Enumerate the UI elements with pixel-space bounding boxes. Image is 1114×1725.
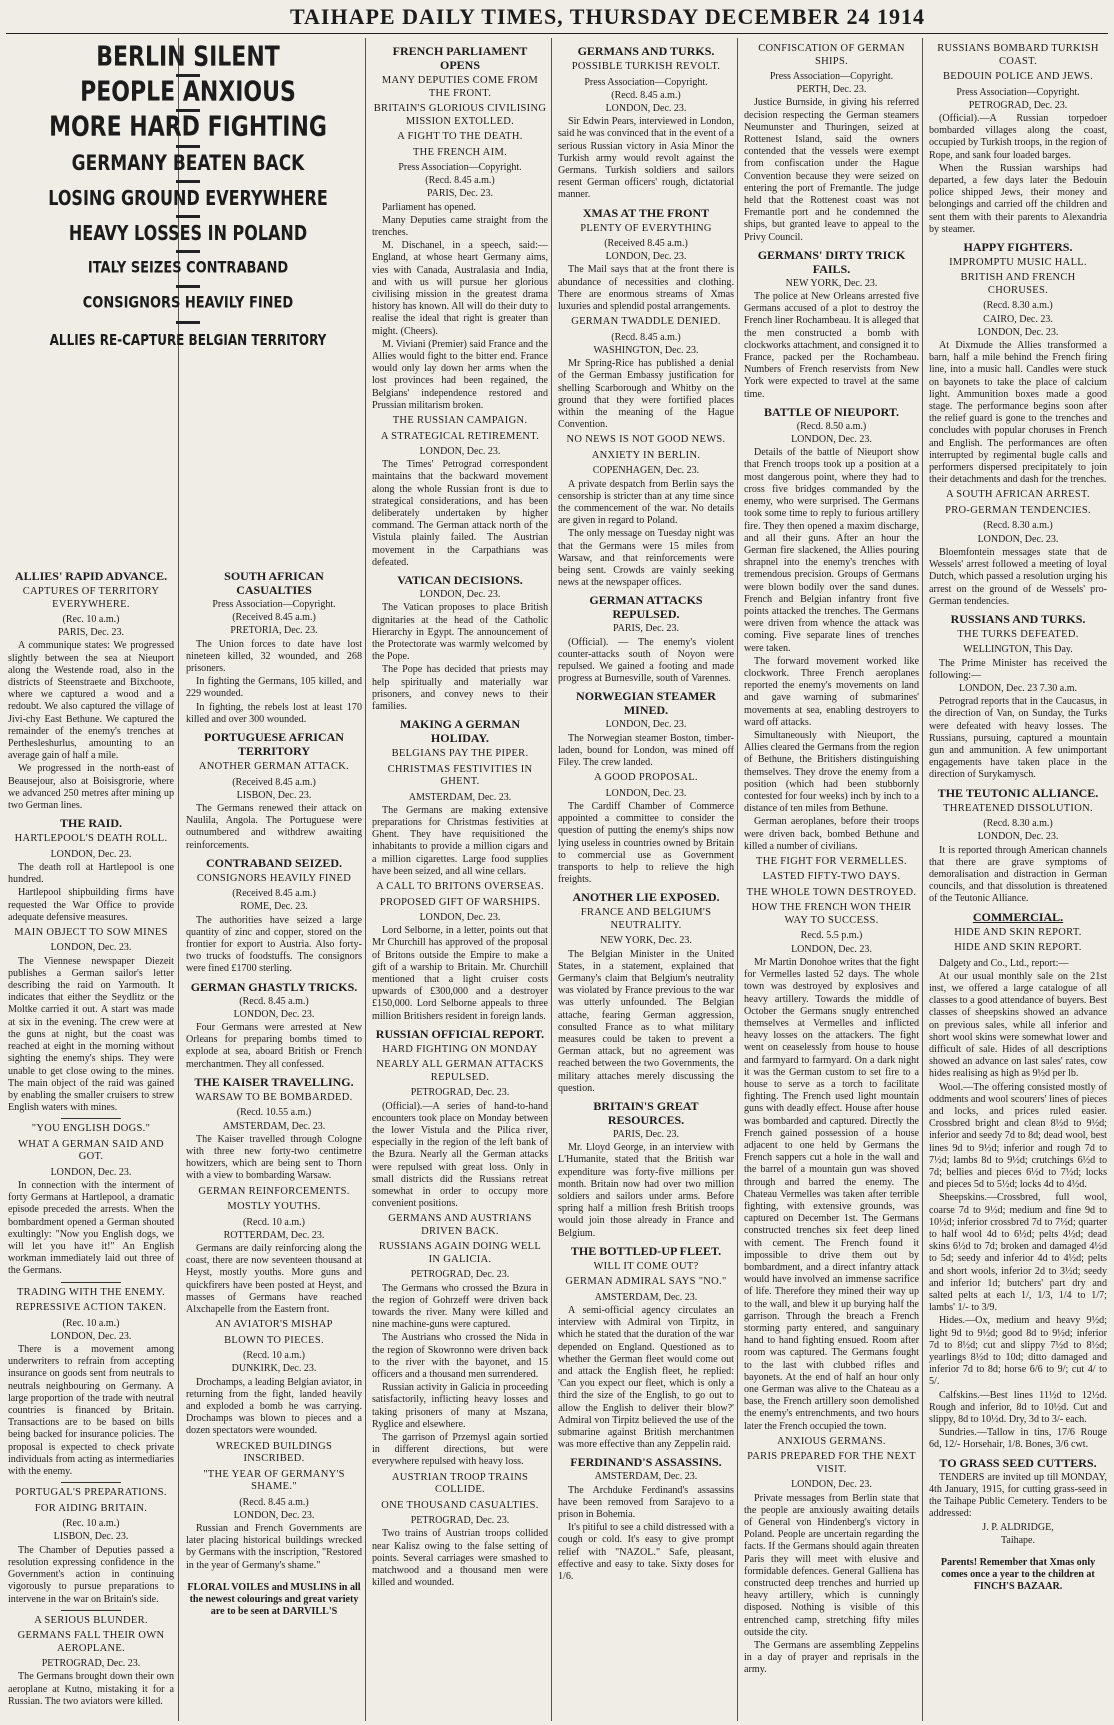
dateline: (Rec. 10 a.m.) xyxy=(62,1317,120,1329)
masthead-rule xyxy=(6,33,1108,34)
article-body: The Pope has decided that priests may help spiritually and materially war prisoners, and convey news to their families. xyxy=(372,664,548,712)
article-subhead: BRITAIN'S GLORIOUS CIVILISING MISSION EXTOLLED. xyxy=(373,103,547,127)
article-body: Calfskins.—Best lines 11½d to 12½d. Rough and inferior, 8d to 10½d. Cut and slippy, 8d to 10½d. Dry, 3d to 3/- each. xyxy=(929,1389,1107,1426)
article-body: When the Russian warships had departed, a few days later the Bedouin police shipped Jews, their money and belongings and carried off the children and sent them with their parents to Alexandria by steamer. xyxy=(929,162,1107,235)
article-body: Hartlepool shipbuilding firms have requested the War Office to provide adequate defensive measures. xyxy=(8,887,174,923)
article-subhead: PROPOSED GIFT OF WARSHIPS. xyxy=(379,896,541,908)
advertisement: Parents! Remember that Xmas only comes once a year to the children at FINCH'S BAZAAR. xyxy=(940,1557,1096,1593)
article-subhead: HARTLEPOOL'S DEATH ROLL. xyxy=(14,833,168,845)
divider xyxy=(176,250,200,253)
article-subhead: A SERIOUS BLUNDER. xyxy=(34,1614,148,1626)
article-subhead: THE FRENCH AIM. xyxy=(412,146,508,158)
dateline: AMSTERDAM, Dec. 23. xyxy=(408,791,512,803)
article-body: At Dixmude the Allies transformed a barn, half a mile behind the French firing line, into a music hall. Candles were stuck on bayonets to take the place of calcium light. Ammunition boxes made a good stage. The performance begins soon after the relief guard is gone to the trenches and concludes with popular choruses in French and English. The performances are often interrupted by regimental bugle calls and performers dispersed precipitately to join their detachments and dash for the trenches. xyxy=(929,340,1107,486)
article-body: Dalgety and Co., Ltd., report:— xyxy=(939,957,1069,969)
dateline: (Received 8.45 a.m.) xyxy=(604,238,688,250)
banner-headline: ITALY SEIZES CONTRABAND xyxy=(87,259,289,278)
article-subhead: BELGIANS PAY THE PIPER. xyxy=(391,748,529,760)
article-body: The Austrians who crossed the Nida in the region of Skowronno were driven back to the river with the bayonet, and 15 officers and a thousand men surrendered. xyxy=(372,1332,548,1381)
banner-headline: PEOPLE ANXIOUS xyxy=(80,76,296,109)
article-body: Germans are daily reinforcing along the coast, there are now seventeen thousand at Heyst, mostly youths. More guns and quickfirers have been posted at Heyst, and masses of Germans have reached Alxchapelle from the Eastern front. xyxy=(186,1243,362,1316)
dateline: PERTH, Dec. 23. xyxy=(796,84,867,96)
article-subhead: PARIS PREPARED FOR THE NEXT VISIT. xyxy=(747,1451,916,1475)
column-2 xyxy=(186,565,362,1721)
banner-headline: HEAVY LOSSES IN POLAND xyxy=(68,221,308,246)
article-body: In connection with the interment of forty Germans at Hartlepool, a dramatic episode preceded the arrests. When the bombardment opened a German shouted exultingly: "Now you English dogs, we will let you have it!" An English workman immediately laid out three of the Germans. xyxy=(8,1180,174,1277)
article-headline: RUSSIANS AND TURKS. xyxy=(950,611,1086,626)
article-headline: RUSSIAN OFFICIAL REPORT. xyxy=(375,1026,545,1041)
dateline: (Received 8.45 a.m.) xyxy=(232,888,316,900)
dateline: (Rec. 10 a.m.) xyxy=(62,614,120,625)
article-body: Sundries.—Tallow in tins, 17/6 Rouge 6d, 12/- Horsehair, 1/8. Bones, 3/6 cwt. xyxy=(929,1427,1107,1451)
dateline: LONDON, Dec. 23. xyxy=(50,1166,132,1178)
signature: J. P. ALDRIDGE, xyxy=(982,1521,1054,1533)
article-subhead: CONSIGNORS HEAVILY FINED xyxy=(196,872,352,884)
divider xyxy=(61,1118,121,1119)
dateline: (Recd. 8.45 a.m.) xyxy=(425,175,495,187)
article-body: (Official). — The enemy's violent counter-attacks south of Noyon were repulsed. We gained a footing and made progress at Burnesville, south of Varennes. xyxy=(558,636,734,685)
article-subhead: GERMANS FALL THEIR OWN AEROPLANE. xyxy=(17,1630,165,1654)
dateline: NEW YORK, Dec. 23. xyxy=(600,935,692,947)
dateline: Press Association—Copyright. xyxy=(769,71,894,82)
article-body: The Belgian Minister in the United States, in a statement, explained that Germany's claim that Belgium's neutrality was violated by France previous to the war was utterly unfounded. The Belgian attache, fearing German aggression, consulted France as to what military measures could be taken to prevent a German attack, but no agreement was reached between the two Governments, the military attaches merely discussing the question. xyxy=(558,948,734,1094)
dateline: PARIS, Dec. 23. xyxy=(612,1129,680,1140)
article-body: TENDERS are invited up till MONDAY, 4th January, 1915, for cutting grass-seed in the Taihape Public Cemetery. Tenders to be addressed: xyxy=(929,1471,1107,1520)
dateline: (Recd. 8.45 a.m.) xyxy=(611,331,681,343)
dateline: AMSTERDAM, Dec. 23. xyxy=(594,1471,698,1483)
article-body: The Germans are making extensive preparations for Christmas festivities at Ghent. They have requisitioned the inhabitants to provide a million cigars and a million cigarettes. Large food supplies have been seized, and all wine cellars. xyxy=(372,804,548,877)
advertisement: It's pitiful to see a child distressed with a cough or cold. It's easy to give prompt relief with "NAZOL." Safe, pleasant, effective and easy to take. Sixty doses for 1/6. xyxy=(558,1522,734,1583)
dateline: DUNKIRK, Dec. 23. xyxy=(231,1363,317,1375)
dateline: Recd. 5.5 p.m.) xyxy=(800,930,863,942)
article-subhead: CONFISCATION OF GERMAN SHIPS. xyxy=(758,43,905,67)
article-body: In fighting, the rebels lost at least 170 killed and over 300 wounded. xyxy=(186,701,362,725)
article-subhead: RUSSIANS BOMBARD TURKISH COAST. xyxy=(937,43,1099,67)
article-subhead: IMPROMPTU MUSIC HALL. xyxy=(949,256,1087,268)
article-headline: GERMANS' DIRTY TRICK FAILS. xyxy=(757,247,906,276)
divider xyxy=(176,180,200,183)
article-subhead: GERMAN TWADDLE DENIED. xyxy=(571,316,721,328)
divider xyxy=(176,285,200,288)
article-body: Sir Edwin Pears, interviewed in London, said he was convinced that in the event of a serious Russian victory in Asia Minor the Turkish army would revolt against the Germans. Turkish soldiers and sailors resent German officers' rough, dictatorial manner. xyxy=(558,116,734,201)
article-body: Wool.—The offering consisted mostly of oddments and wool scourers' lines of pieces and locks, and prices ruled easier. Crossbred bright and clean 8½d to 9½d; inferior and seedy 7d to 8d; dead wool, best lines 9d to 9½d; inferior and rough 7d to 7½d; lambs 8d to 9½d; crutchings 6½d to 7d; bellies and pieces 6½d to 7½d; locks and pieces 5d to 5½d; locks 4d to 4½d. xyxy=(929,1081,1107,1191)
article-subhead: BLOWN TO PIECES. xyxy=(224,1334,324,1346)
article-headline: SOUTH AFRICAN CASUALTIES xyxy=(224,569,324,597)
dateline: AMSTERDAM, Dec. 23. xyxy=(594,1291,698,1303)
article-body: Mr. Lloyd George, in an interview with L'Humanite, stated that the British war expenditure was forty-five millions per month. Britain now had over two million soldiers and sailors under arms. Before spring half a million fresh British troops would join those already in France and Belgium. xyxy=(558,1142,734,1239)
article-body: (Official).—A series of hand-to-hand encounters took place on Monday between the lower Vistula and the Pilica river, especially in the region of the left bank of the Bzura. Nearly all the German attacks were repulsed with great loss. Only in small districts did the Russians retreat somewhat in order to occupy more convenient positions. xyxy=(372,1100,548,1210)
dateline: (Recd. 8.30 a.m.) xyxy=(983,520,1053,532)
article-body: Mr Martin Donohoe writes that the fight for Vermelles lasted 52 days. The whole town was destroyed by explosives and heavy artillery. Towards the middle of October the Germans snugly entrenched themselves at Vermelles and inflicted heavy losses on the attackers. The fight went on ceaselessly from house to house and farmyard to farmyard. On a dark night it was the German custom to set fire to a house to serve as a torch to facilitate fighting. The French used light mountain guns with deadly effect. House after house was bombarded and captured. Directly the French gained possession of a house adjacent to one held by Germans the French sappers cut a hole in the wall and the barrel of a mountain gun was shoved through and barred the enemy. The Chateau Vermelles was taken after terrible fighting, with extensive grounds, was captured on December 1st. The Germans constructed trenches six feet deep lined with cement. The French found it impossible to drive them out by bombardment, and a direct infantry attack would have involved an immense sacrifice of life. Therefore they mined their way up to the wall, and blew it up burying half the garrison. Through the breach a French storming party entered, and sanguinary hand to hand fighting ensued. Room after room was captured. The Germans fought to the last with clubbed rifles and bayonets. At the end of half an hour only one German was alive to the Chateau as a base, the French artillery soon demolished the enemy's entrenchments, and two hours later the French occupied the town. xyxy=(744,956,919,1432)
dateline: (Received 8.45 a.m.) xyxy=(232,776,316,788)
dateline: PETROGRAD, Dec. 23. xyxy=(410,1515,510,1527)
article-body: The Norwegian steamer Boston, timber-laden, bound for London, was mined off Filey. The crew landed. xyxy=(558,732,734,769)
dateline: PETROGRAD, Dec. 23. xyxy=(41,1658,141,1670)
article-headline: BATTLE OF NIEUPORT. xyxy=(763,404,900,419)
article-body: Parliament has opened. xyxy=(382,201,476,213)
article-subhead: REPRESSIVE ACTION TAKEN. xyxy=(15,1302,167,1314)
article-subhead: THE RUSSIAN CAMPAIGN. xyxy=(392,415,528,427)
article-body: Mr Spring-Rice has published a denial of the German Embassy justification for shelling Scarborough and Whitby on the ground that they were fortified places within the meaning of the Hague Convention. xyxy=(558,358,734,431)
banner-headline: CONSIGNORS HEAVILY FINED xyxy=(82,294,294,314)
article-body: Petrograd reports that in the Caucasus, in the direction of Van, on Sunday, the Turks were defeated with heavy losses. The Russians, pursuing, captured a mountain gun and ammunition. A few unimportant engagements have taken place in the direction of Surykamysch. xyxy=(929,696,1107,781)
article-body: The forward movement worked like clockwork. Three French aeroplanes reported the enemy's movements on land and gave warning of submarines' movements at sea, enabling destroyers to ward off attacks. xyxy=(744,655,919,728)
article-body: It is reported through American channels that there are grave symptoms of demoralisation and distraction in German councils, and that dissolution is threatened of the Teutonic Alliance. xyxy=(929,844,1107,905)
article-subhead: THE TURKS DEFEATED. xyxy=(957,628,1079,640)
dateline: (Recd. 10.55 a.m.) xyxy=(236,1107,312,1119)
article-subhead: LASTED FIFTY-TWO DAYS. xyxy=(762,871,901,883)
article-subhead: NO NEWS IS NOT GOOD NEWS. xyxy=(566,434,726,446)
article-subhead: MAIN OBJECT TO SOW MINES xyxy=(14,926,168,938)
dateline: NEW YORK, Dec. 23. xyxy=(785,277,878,289)
article-headline: MAKING A GERMAN HOLIDAY. xyxy=(400,717,520,746)
column-6 xyxy=(929,40,1107,1721)
article-body: Justice Burnside, in giving his referred decision respecting the German steamers Neumunster and Thuringen, seized at Rottenest Island, said the owners contended that the vessels were exempt from confiscation under the Hague Convention because they were seized on entering the port of Fremantle. The judge held that the Rottenest coast was not Fremantle port and he condemned the ships, but granted leave to appeal to the Privy Council. xyxy=(744,97,919,243)
article-subhead: MANY DEPUTIES COME FROM THE FRONT. xyxy=(381,75,539,99)
article-subhead: CHRISTMAS FESTIVITIES IN GHENT. xyxy=(387,763,533,788)
dateline: PARIS, Dec. 23. xyxy=(612,623,680,635)
dateline: LONDON, Dec. 23. xyxy=(791,1479,872,1491)
dateline: Press Association—Copyright. xyxy=(398,162,522,173)
article-body: The death roll at Hartlepool is one hundred. xyxy=(8,861,174,886)
article-subhead: ONE THOUSAND CASUALTIES. xyxy=(381,1499,539,1511)
banner-headline: ALLIES RE-CAPTURE BELGIAN TERRITORY xyxy=(49,330,327,349)
dateline: LONDON, Dec. 23. xyxy=(50,848,132,860)
dateline: LISBON, Dec. 23. xyxy=(53,1531,129,1543)
article-subhead: ANOTHER GERMAN ATTACK. xyxy=(198,761,350,773)
dateline: ROME, Dec. 23. xyxy=(240,901,308,913)
article-headline: FERDINAND'S ASSASSINS. xyxy=(570,1455,722,1470)
dateline: LONDON, Dec. 23 7.30 a.m. xyxy=(958,683,1078,695)
article-headline: THE RAID. xyxy=(59,816,122,831)
article-body: Simultaneously with Nieuport, the Allies cleared the Germans from the region of Bethune, the Britishers distinguishing themselves. They drove the enemy from a position (which had been stubbornly contested for four weeks) inch by inch to a distance of ten miles from Bethune. xyxy=(744,729,919,815)
dateline: (Recd. 8.30 a.m.) xyxy=(983,300,1053,312)
banner-headline: BERLIN SILENT xyxy=(96,41,280,73)
article-body: The police at New Orleans arrested five Germans accused of a plot to destroy the French liner Rochambeau. It is alleged that the men constructed a bomb with clockworks attachment, and consigned it to France, packed per the Rochambeau. Numbers of French reservists from New York were expected to travel at the same time. xyxy=(744,291,919,400)
article-subhead: TRADING WITH THE ENEMY. xyxy=(16,1286,166,1298)
article-headline: THE TEUTONIC ALLIANCE. xyxy=(937,785,1099,800)
article-headline: HAPPY FIGHTERS. xyxy=(963,239,1073,254)
signature-place: Taihape. xyxy=(1000,1534,1035,1546)
article-body: The Viennese newspaper Diezeit publishes a German sailor's letter describing the raid on Yarmouth. It indicates that either the Seydlitz or the Moltke carried it out. A start was made at six in the evening. The crew were at the guns at night, but the coast was reached at eight in the morning without sighting the enemy's ships. They were unable to get close owing to the mines. The main object of the raid was gained by enabling the smaller cruisers to strew English waters with mines. xyxy=(8,955,174,1114)
column-4 xyxy=(558,40,734,1721)
section-headline: COMMERCIAL. xyxy=(972,909,1064,924)
article-body: German aeroplanes, before their troops were driven back, bombed Bethune and killed a number of civilians. xyxy=(744,816,919,852)
article-headline: GERMAN ATTACKS REPULSED. xyxy=(589,593,703,622)
article-subhead: FRANCE AND BELGIUM'S NEUTRALITY. xyxy=(580,907,712,931)
column-1-lower xyxy=(8,565,174,1721)
article-subhead: THE FIGHT FOR VERMELLES. xyxy=(756,855,907,867)
dateline: AMSTERDAM, Dec. 23. xyxy=(222,1120,326,1132)
front-banner xyxy=(8,41,368,349)
dateline: Press Association—Copyright. xyxy=(584,76,708,88)
dateline: (Recd. 10 a.m.) xyxy=(243,1216,305,1228)
article-body: Two trains of Austrian troops collided near Kalisz owing to the false setting of points. Several carriages were smashed to matchwood and a thousand men were killed and wounded. xyxy=(372,1528,548,1589)
article-subhead: WRECKED BUILDINGS INSCRIBED. xyxy=(215,1440,333,1465)
article-headline: PORTUGUESE AFRICAN TERRITORY xyxy=(204,730,344,759)
article-subhead: RUSSIANS AGAIN DOING WELL IN GALICIA. xyxy=(378,1241,542,1265)
article-subhead: WARSAW TO BE BOMBARDED. xyxy=(195,1091,353,1103)
article-subhead: THREATENED DISSOLUTION. xyxy=(943,802,1093,814)
article-headline: THE BOTTLED-UP FLEET. xyxy=(570,1243,722,1258)
article-body: The Cardiff Chamber of Commerce appointed a committee to consider the question of putting the enemy's ships now lying useless in countries owned by Britain to commercial use as Government transports to help to relieve the high freights. xyxy=(558,800,734,886)
article-body: Hides.—Ox, medium and heavy 9½d; light 9d to 9½d; good 8d to 9½d; inferior 7d to 8½d; cut and slippy 7½d to 8½d; yearlings 8½d to 10d; ditto damaged and inferior 7d to 8d; horse 6/6 to 9/; cut 4/ to 5/. xyxy=(929,1315,1107,1388)
article-subhead: GERMANS AND AUSTRIANS DRIVEN BACK. xyxy=(388,1213,532,1237)
divider xyxy=(176,321,200,324)
dateline: LONDON, Dec. 23. xyxy=(791,943,872,955)
article-subhead: HIDE AND SKIN REPORT. xyxy=(954,926,1082,938)
dateline: LONDON, Dec. 23. xyxy=(233,1008,315,1020)
dateline: ROTTERDAM, Dec. 23. xyxy=(223,1229,325,1241)
article-subhead: GERMAN REINFORCEMENTS. xyxy=(198,1185,350,1197)
dateline: (Recd. 8.45 a.m.) xyxy=(239,1496,309,1508)
article-body: Bloemfontein messages state that de Wessels' arrest followed a meeting of loyal Dutch, which passed a resolution urging his arrest on the ground of de Wessels' pro-German tendencies. xyxy=(929,546,1107,607)
article-body: Four Germans were arrested at New Orleans for preparing bombs timed to explode at sea, aboard British or French merchantmen. They all confessed. xyxy=(186,1022,362,1070)
article-body: Russian activity in Galicia in proceeding satisfactorily, inflicting heavy losses and taking prisoners of many at Mszana, Ryglice and elsewhere. xyxy=(372,1382,548,1430)
article-subhead: WILL IT COME OUT? xyxy=(593,1260,699,1272)
article-subhead: MOSTLY YOUTHS. xyxy=(227,1201,321,1213)
article-body: There is a movement among underwriters to refrain from accepting insurance on goods sent from neutrals to neutrals neighbouring on Germany. A large proportion of the trade with neutral countries is financed by Britain. Transactions are to be based on bills being backed for insurance policies. The proposal is expected to check private individuals from acting as intermediaries with the enemy. xyxy=(8,1344,174,1478)
dateline: LONDON, Dec. 23. xyxy=(605,719,687,731)
article-subhead: ANXIOUS GERMANS. xyxy=(777,1435,886,1447)
article-subhead: A SOUTH AFRICAN ARREST. xyxy=(946,489,1090,501)
dateline: (Recd. 8.45 a.m.) xyxy=(611,89,681,101)
dateline: (Recd. 10 a.m.) xyxy=(243,1350,305,1362)
article-body: The Kaiser travelled through Cologne with three new forty-two centimetre howitzers, which are being sent to Thorn with a view to bombarding Warsaw. xyxy=(186,1133,362,1182)
dateline: (Rec. 10 a.m.) xyxy=(62,1518,120,1530)
dateline: (Recd. 8.30 a.m.) xyxy=(983,818,1053,830)
dateline: LONDON, Dec. 23. xyxy=(50,1330,132,1342)
banner-headline: GERMANY BEATEN BACK xyxy=(71,151,305,177)
masthead xyxy=(0,0,1114,34)
article-body: In fighting the Germans, 105 killed, and 229 wounded. xyxy=(186,676,362,700)
article-body: Details of the battle of Nieuport show that French troops took up a position at a most dangerous point, where they had to cross five bridges commanded by the enemy, who were surprised. The Germans took some time to reply to furious artillery fire. They then opened a maxim discharge, and all their guns. After an hour the German fire slackened, the Allies pouring shrapnel into the enemy's trenches with tremendous precision. Groups of Germans were blown bodily over the sand dunes. French and Belgian infantry front five points attacked the trenches. The Germans were driven from whence the attack was coming. Five separate lines of trenches were taken. xyxy=(744,447,919,654)
article-body: Lord Selborne, in a letter, points out that Mr Churchill has approved of the proposal of Britons outside the Empire to make a gift of a warship to Britain. Mr. Churchill mentioned that a light cruiser costs upwards of £300,000 and a destroyer £150,000. Lord Selborne appeals to three million Britishers resident in foreign lands. xyxy=(372,925,548,1022)
article-headline: GERMANS AND TURKS. xyxy=(577,44,715,58)
article-body: The Mail says that at the front there is abundance of necessities and clothing. There are enormous streams of Xmas luxuries and splendid postal arrangements. xyxy=(558,264,734,313)
article-subhead: HARD FIGHTING ON MONDAY xyxy=(382,1043,538,1055)
article-subhead: BEDOUIN POLICE AND JEWS. xyxy=(942,71,1094,82)
column-rule xyxy=(551,38,552,1721)
article-subhead: THE WHOLE TOWN DESTROYED. xyxy=(746,886,917,898)
article-subhead: PORTUGAL'S PREPARATIONS. xyxy=(15,1487,167,1499)
article-subhead: AUSTRIAN TROOP TRAINS COLLIDE. xyxy=(391,1471,529,1496)
article-body: The Union forces to date have lost nineteen killed, 32 wounded, and 268 prisoners. xyxy=(186,638,362,675)
article-body: The garrison of Przemysl again sortied in different directions, but were everywhere repulsed with heavy loss. xyxy=(372,1432,548,1468)
dateline: LONDON, Dec. 23. xyxy=(977,831,1059,843)
article-body: Drochamps, a leading Belgian aviator, in returning from the fight, landed heavily and exploded a bomb he was carrying. Drochamps was blown to pieces and a dozen spectators were wounded. xyxy=(186,1376,362,1437)
article-subhead: A GOOD PROPOSAL. xyxy=(594,772,698,784)
article-subhead: A CALL TO BRITONS OVERSEAS. xyxy=(376,881,544,893)
dateline: PRETORIA, Dec. 23. xyxy=(230,625,318,637)
article-body: The Germans brought down their own aeroplane at Kutno, mistaking it for a Russian. The two aviators were killed. xyxy=(8,1671,174,1707)
dateline: PETROGRAD, Dec. 23. xyxy=(410,1269,510,1281)
divider xyxy=(61,1610,121,1611)
article-headline: THE KAISER TRAVELLING. xyxy=(194,1074,354,1089)
dateline: LISBON, Dec. 23. xyxy=(236,789,312,801)
article-subhead: ANXIETY IN BERLIN. xyxy=(591,449,701,461)
article-body: The Prime Minister has received the following:— xyxy=(929,657,1107,681)
article-body: M. Viviani (Premier) said France and the Allies would fight to the bitter end. France would only lay down her arms when the lost provinces had been regained, the Belgians' independence restored and Prussian militarism broken. xyxy=(372,338,548,411)
column-3 xyxy=(372,40,548,1721)
article-headline: FRENCH PARLIAMENT OPENS xyxy=(392,44,528,72)
article-subhead: PRO-GERMAN TENDENCIES. xyxy=(945,504,1091,516)
article-headline: NORWEGIAN STEAMER MINED. xyxy=(576,689,716,718)
dateline: (Recd. 8.45 a.m.) xyxy=(239,995,309,1007)
dateline: CAIRO, Dec. 23. xyxy=(983,313,1053,325)
article-body: A private despatch from Berlin says the censorship is stricter than at any time since the commencement of the war. No details are given in regard to Poland. xyxy=(558,478,734,527)
article-body: Sheepskins.—Crossbred, full wool, coarse 7d to 9½d; medium and fine 9d to 10½d; inferior crossbred 7d to 7½d; quarter to half wool 4d to 6½d; pelts 4½d; dead skins 6½d to 7d; broken and damaged 4½d to 5d; seedy and inferior 4d to 4½d; pelts and short wools, inferior 2d to 3½d; seedy and inferior 1d; butchers' part dry and salted pelts at each 1/, 1/3, 1/4 to 1/7; lambs' 1/- to 3/9. xyxy=(929,1192,1107,1314)
article-subhead: POSSIBLE TURKISH REVOLT. xyxy=(571,61,721,72)
article-body: The Times' Petrograd correspondent maintains that the backward movement along the whole Russian front is due to strategical considerations, and has been deliberately undertaken by higher command. The German attack north of the Vistula plainly failed. The Austrian movement in the Carpathians was defeated. xyxy=(372,459,548,568)
article-headline: VATICAN DECISIONS. xyxy=(397,573,523,588)
dateline: LONDON, Dec. 23. xyxy=(605,102,687,114)
article-headline: ANOTHER LIE EXPOSED. xyxy=(572,890,720,905)
divider xyxy=(176,215,200,218)
article-headline: XMAS AT THE FRONT xyxy=(582,205,710,220)
dateline: LONDON, Dec. 23. xyxy=(791,434,872,446)
banner-headline: LOSING GROUND EVERYWHERE xyxy=(48,186,328,211)
dateline: PETROGRAD, Dec. 23. xyxy=(410,1087,510,1099)
divider xyxy=(61,1282,121,1283)
dateline: LONDON, Dec. 23. xyxy=(233,1509,315,1521)
dateline: LONDON, Dec. 23. xyxy=(605,787,687,799)
dateline: Press Association—Copyright. xyxy=(212,599,336,610)
dateline: WASHINGTON, Dec. 23. xyxy=(593,344,699,356)
dateline: (Received 8.45 a.m.) xyxy=(232,612,316,624)
article-body: (Official).—A Russian torpedoer bombarded villages along the coast, occupied by Turkish troops, in the region of Rope, and sank four loaded barges. xyxy=(929,112,1107,161)
article-headline: ALLIES' RAPID ADVANCE. xyxy=(14,569,168,583)
article-subhead: AN AVIATOR'S MISHAP xyxy=(215,1319,333,1331)
dateline: LONDON, Dec. 23. xyxy=(419,912,501,924)
article-headline: TO GRASS SEED CUTTERS. xyxy=(939,1455,1097,1470)
article-body: The Chamber of Deputies passed a resolution expressing confidence in the Government's action in continuing vigorously to pursue preparations to intervene in the war on Britain's side. xyxy=(8,1544,174,1605)
article-body: The Vatican proposes to place British dignitaries at the head of the Catholic Hierarchy in Egypt. The announcement of the Protectorate was warmly welcomed by the Pope. xyxy=(372,602,548,663)
article-subhead: "YOU ENGLISH DOGS." xyxy=(31,1123,151,1135)
advertisement: FLORAL VOILES and MUSLINS in all the newest colourings and great variety are to be seen at DARVILL'S xyxy=(187,1581,361,1618)
article-body: The Germans are assembling Zeppelins in a day of prayer and reprisals in the army. xyxy=(744,1639,919,1676)
dateline: LONDON, Dec. 23. xyxy=(419,589,501,601)
article-body: The Germans renewed their attack on Naulila, Angola. The Portuguese were outnumbered and withdrew awaiting reinforcements. xyxy=(186,802,362,851)
dateline: (Recd. 8.50 a.m.) xyxy=(796,420,867,432)
banner-headline: MORE HARD FIGHTING xyxy=(49,112,327,144)
dateline: LONDON, Dec. 23. xyxy=(419,446,501,458)
dateline: LONDON, Dec. 23. xyxy=(977,326,1059,338)
article-body: Russian and French Governments are later placing historical buildings wrecked by Germans with the inscription, "Restored in the year of Germany's shame." xyxy=(186,1523,362,1571)
dateline: LONDON, Dec. 23. xyxy=(605,251,687,263)
article-headline: CONTRABAND SEIZED. xyxy=(205,855,343,870)
column-rule xyxy=(737,38,738,1721)
article-subhead: A STRATEGICAL RETIREMENT. xyxy=(380,430,540,442)
dateline: PARIS, Dec. 23. xyxy=(426,188,494,200)
article-subhead: HOW THE FRENCH WON THEIR WAY TO SUCCESS. xyxy=(751,902,912,926)
article-subhead: A FIGHT TO THE DEATH. xyxy=(397,131,523,142)
divider xyxy=(61,1482,121,1483)
article-subhead: BRITISH AND FRENCH CHORUSES. xyxy=(960,272,1076,296)
dateline: LONDON, Dec. 23. xyxy=(50,942,132,954)
column-5 xyxy=(744,40,919,1721)
dateline: Press Association—Copyright. xyxy=(956,86,1080,98)
article-body: We progressed in the north-east of Beausejour, also at Boisisgrorie, where we advanced 250 metres after mining up two German lines. xyxy=(8,763,174,812)
article-headline: GERMAN GHASTLY TRICKS. xyxy=(190,979,358,994)
masthead-title: TAIHAPE DAILY TIMES, THURSDAY DECEMBER 24 1914 xyxy=(290,4,926,29)
article-subhead: WHAT A GERMAN SAID AND GOT. xyxy=(18,1138,164,1163)
article-headline: BRITAIN'S GREAT RESOURCES. xyxy=(593,1099,699,1127)
column-rule xyxy=(922,38,923,1721)
article-body: The only message on Tuesday night was that the Germans were 15 miles from Warsaw, and that reinforcements were being sent. Crowds are vainly seeking news at the newspaper offices. xyxy=(558,528,734,589)
dateline: LONDON, Dec. 23. xyxy=(977,533,1059,545)
dateline: WELLINGTON, This Day. xyxy=(963,644,1073,656)
article-subhead: CAPTURES OF TERRITORY EVERYWHERE. xyxy=(22,586,160,610)
article-body: A communique states: We progressed slightly between the sea at Nieuport along the Westende road, also in the districts of Steenstraete and Bixchoote, where we captured a wood and a redoubt. We also captured the village of Jivi-chy East Bethune. We captured the remainder of the enemy's trenches at Perthesleshurlus, amounting to an average gain of half a mile. xyxy=(8,640,174,762)
article-body: At our usual monthly sale on the 21st inst, we offered a large catalogue of all classes to a good attendance of buyers. Best classes of sheepskins showed an advance on previous sales, while all inferior and short wool skins were somewhat lower and difficult of sale. Hides of all descriptions showed an advance on last sales' rates, cow hides realising as high as 9½d per lb. xyxy=(929,970,1107,1080)
article-body: Private messages from Berlin state that the people are anxiously awaiting details of General von Hindenberg's victory in Poland. People are uncertain regarding the facts. If the Germans should again threaten Paris they will meet with elusive and formidable defences. General Galliena has constructed deep trenches and hurried up heavy artillery, which is cunningly disposed. Nothing is visible of this entrenched camp, stretching fifty miles outside the city. xyxy=(744,1492,919,1638)
dateline: PETROGRAD, Dec. 23. xyxy=(968,99,1068,111)
article-body: The authorities have seized a large quantity of zinc and copper, stored on the frontier for export to Austria. Also forty-two trucks of foodstuffs. The consignors were fined £1700 sterling. xyxy=(186,914,362,975)
article-subhead: FOR AIDING BRITAIN. xyxy=(34,1502,148,1514)
article-body: The Germans who crossed the Bzura in the region of Gohrzeff were driven back towards the river. Many were killed and nine machine-guns were captured. xyxy=(372,1282,548,1331)
article-subhead: "THE YEAR OF GERMANY'S SHAME." xyxy=(203,1468,345,1493)
article-body: The Archduke Ferdinand's assassins have been removed from Sarajevo to a prison in Bohemia. xyxy=(558,1484,734,1521)
article-subhead: HIDE AND SKIN REPORT. xyxy=(954,942,1082,954)
divider xyxy=(176,145,200,148)
article-body: M. Dischanel, in a speech, said:—England, at whose heart Germany aims, vies with Canada, Australasia and India, and with us will pursue her glorious civilising mission in the greatest drama history has known. All will do their duty to realise the ideal that right is greater than might. (Cheers). xyxy=(372,240,548,337)
article-subhead: PLENTY OF EVERYTHING xyxy=(580,222,712,234)
article-body: Many Deputies came straight from the trenches. xyxy=(372,214,548,239)
dateline: PARIS, Dec. 23. xyxy=(57,627,125,639)
dateline: COPENHAGEN, Dec. 23. xyxy=(592,465,700,477)
article-body: A semi-official agency circulates an interview with Admiral von Tirpitz, in which he stated that the duration of the war depended on England. Questioned as to whether the German fleet would come out and attack the English fleet, he replied: 'Can you expect our fleet, which is only a third the size of the English, to go out to allow the English to deliver their blow?' Admiral von Tirpitz believed the use of the submarine against British merchantmen was more effective than any Zeppelin raid. xyxy=(558,1305,734,1451)
article-subhead: GERMAN ADMIRAL SAYS "NO." xyxy=(565,1276,727,1288)
article-subhead: NEARLY ALL GERMAN ATTACKS REPULSED. xyxy=(376,1059,544,1083)
